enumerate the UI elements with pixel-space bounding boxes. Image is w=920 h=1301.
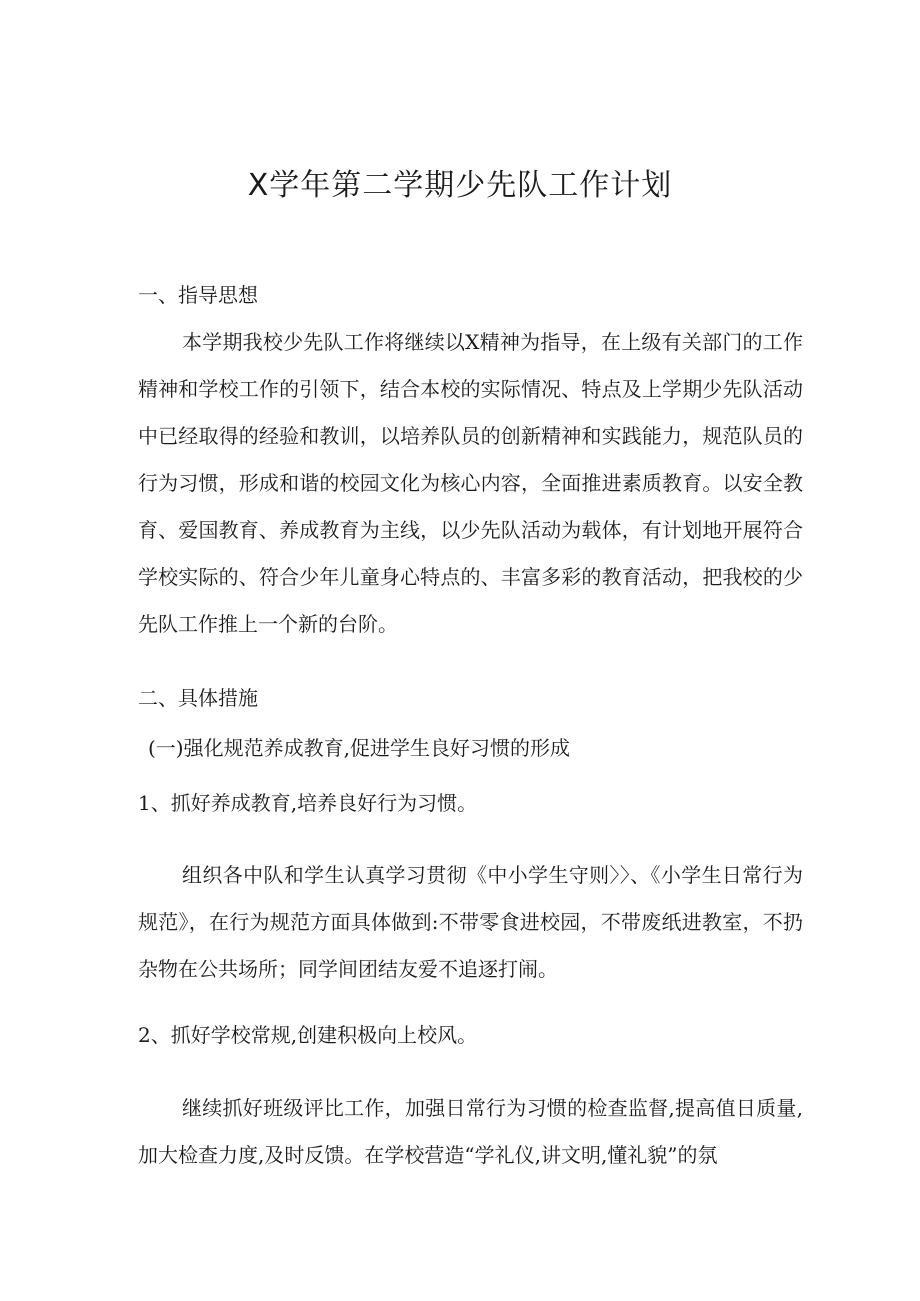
section-heading-measures: 二、具体措施: [138, 686, 258, 710]
guiding-ideology-paragraph: 本学期我校少先队工作将继续以X精神为指导，在上级有关部门的工作精神和学校工作的引领下，结合本校的实际情况、特点及上学期少先队活动中已经取得的经验和教训，以培养队员的创新精神和实践能力，规范队员的行为习惯，形成和谐的校园文化为核心内容，全面推进素质教育。以安全教育、爱国教育、养成教育为主线，以少先队活动为载体，有计划地开展符合学校实际的、符合少年儿童身心特点的、丰富多彩的教育活动，把我校的少先队工作推上一个新的台阶。: [138, 330, 803, 636]
section-heading-guiding-ideology: 一、指导思想: [138, 283, 258, 307]
school-routine-paragraph: 继续抓好班级评比工作，加强日常行为习惯的检查监督,提高值日质量,加大检查力度,及时反馈。在学校营造“学礼仪,讲文明,懂礼貌”的氛: [138, 1096, 803, 1167]
item-heading-school-routine: 2、抓好学校常规,创建积极向上校风。: [138, 1023, 478, 1047]
item-heading-habit-cultivation: 1、抓好养成教育,培养良好行为习惯。: [138, 791, 478, 815]
subsection-heading-habit-education: (一)强化规范养成教育,促进学生良好习惯的形成: [148, 736, 570, 760]
document-title: X学年第二学期少先队工作计划: [247, 168, 673, 203]
habit-cultivation-paragraph: 组织各中队和学生认真学习贯彻《中小学生守则〉〉、《小学生日常行为规范》，在行为规范方面具体做到:不带零食进校园，不带废纸进教室，不扔杂物在公共场所；同学间团结友爱不追逐打闹。: [138, 863, 803, 981]
